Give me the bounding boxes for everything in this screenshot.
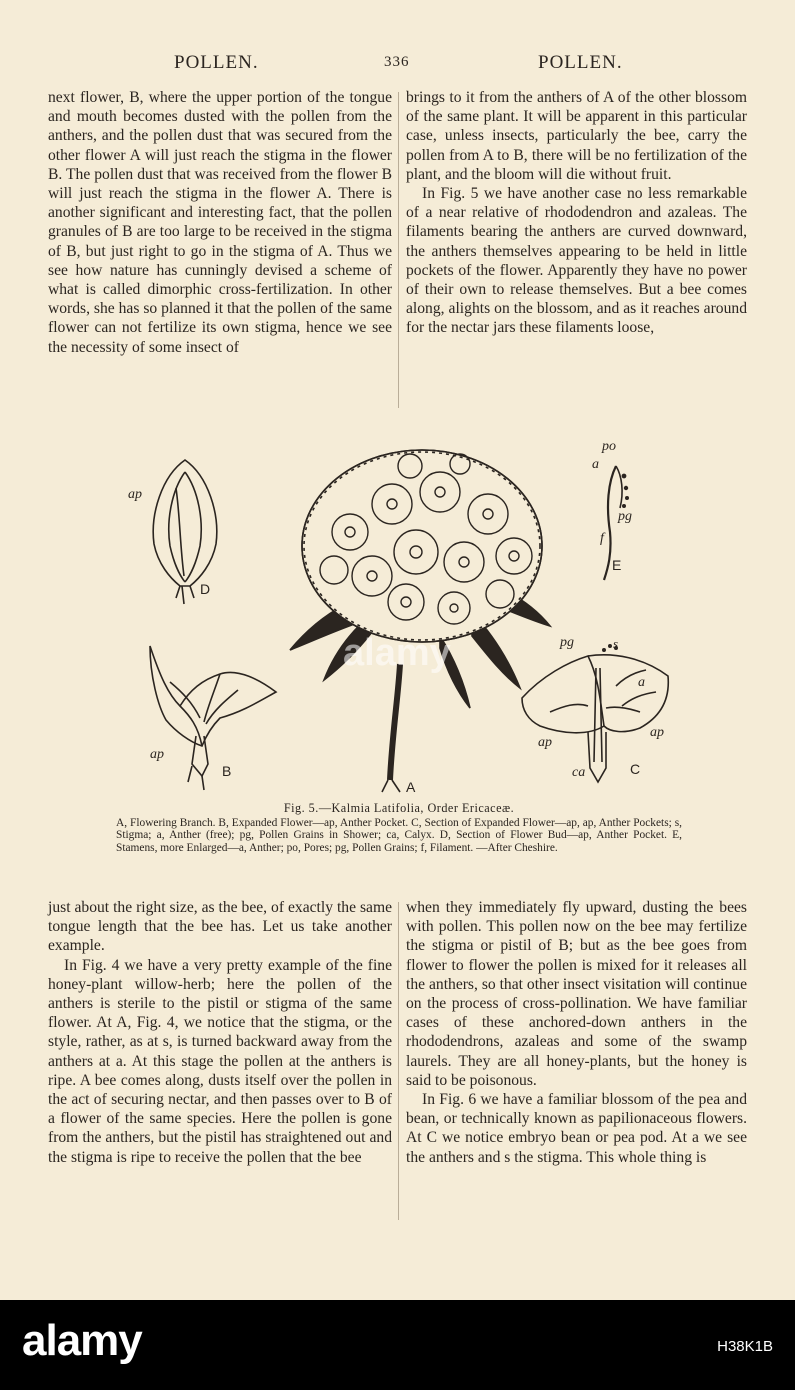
label-b: B (222, 763, 232, 779)
paragraph: In Fig. 4 we have a very pretty example of the fine honey-plant willow-herb; here the pollen of the anthers is sterile to the pistil or stigma of the same flower. At A, Fig. 4, we notice that the stigma, or the style, rather, as at s, is turned backward away from the anthers at a. At this stage the pollen at the anthers is ripe. A bee comes along, dusts itself over the pollen in the act of securing nectar, and then passes over to B of a flower of the same species. Here the pollen is gone from the anthers, but the pistil has straightened out and the stigma is ripe to receive the pollen that the bee (48, 956, 392, 1166)
label-ap-d: ap (128, 487, 142, 502)
flowering-branch-drawing (290, 450, 550, 792)
paragraph: next flower, B, where the upper portion of the tongue and mouth becomes dusted with the pollen from the anthers, and the pollen dust that was secured from the other flower A will just reach the stigma in the flower B. The pollen dust that was received from the flower B will just reach the stigma in the flower A. There is another significant and interesting fact, that the pollen granules of B are too large to be received in the stigma of B, but just right to go in the stigma of A. Thus we see how nature has cunningly devised a scheme of what is called dimorphic cross-fertilization. In other words, she has so planned it that the pollen of the same flower can not fertilize its own stigma, hence we see the necessity of some insect of (48, 89, 392, 356)
label-ap-b: ap (150, 747, 164, 762)
botanical-figure (110, 436, 700, 796)
expanded-flower-drawing (150, 646, 276, 790)
alamy-logo: alamy (22, 1316, 142, 1365)
bottom-right-column (406, 898, 747, 1167)
label-po: po (602, 439, 616, 454)
top-right-column (406, 88, 747, 338)
label-a: A (406, 779, 416, 795)
paragraph: when they immediately fly upward, dusting the bees with pollen. This pollen now on the bee may fertilize the stigma or pistil of B; but as the bee goes from flower to flower the pollen is mixed for it releases all the anthers, so that other insect visitation will continue on the process of cross-pollination. We have familiar cases of these anchored-down anthers in the rhododendrons, azaleas and some of the swamp laurels. They are all honey-plants, but the honey is said to be poisonous. (406, 899, 747, 1089)
watermark: alamy (343, 632, 451, 674)
label-e: E (612, 557, 622, 573)
label-ap-c-right: ap (650, 725, 664, 740)
image-id: H38K1B (717, 1338, 773, 1355)
label-c: C (630, 761, 641, 777)
label-s: s (613, 636, 619, 651)
column-divider (398, 902, 399, 1220)
column-divider (398, 92, 399, 408)
kalmia-illustration (110, 436, 700, 796)
header-left-title: POLLEN. (174, 52, 259, 73)
figure-caption (116, 802, 682, 854)
label-d: D (200, 581, 211, 597)
label-pg-e: pg (618, 509, 632, 524)
bottom-left-column (48, 898, 392, 1167)
paragraph: just about the right size, as the bee, of exactly the same tongue length that the bee has. Let us take another example. (48, 899, 392, 955)
header-right-title: POLLEN. (538, 52, 623, 73)
caption-title: Fig. 5.—Kalmia Latifolia, Order Ericaceæ. (283, 801, 515, 815)
label-pg-c: pg (560, 635, 574, 650)
label-ap-c-left: ap (538, 735, 552, 750)
label-a-e: a (592, 457, 599, 472)
paragraph: In Fig. 6 we have a familiar blossom of the pea and bean, or technically known as papilionaceous flowers. At C we notice embryo bean or pea pod. At a we see the anthers and s the stigma. This whole thing is (406, 1091, 747, 1166)
running-header (0, 52, 795, 82)
caption-body: A, Flowering Branch. B, Expanded Flower—ap, Anther Pocket. C, Section of Expanded Flower—ap, ap, Anther Pockets; s, Stigma; a, Anther (free); pg, Pollen Grains in Shower; ca, Calyx. D, Section of Flower Bud—ap, Anther Pocket. E, Stamens, more Enlarged—a, Anther; po, Pores; pg, Pollen Grains; f, Filament. —After Cheshire. (116, 816, 682, 854)
label-f: f (600, 531, 604, 546)
label-a-c: a (638, 675, 645, 690)
label-ca: ca (572, 765, 586, 780)
paragraph: brings to it from the anthers of A of the other blossom of the same plant. It will be apparent in this particular case, unless insects, particularly the bee, carry the pollen from A to B, there will be no fertilization of the plant, and the bloom will die without fruit. (406, 89, 747, 183)
paragraph: In Fig. 5 we have another case no less remarkable of a near relative of rhododendron and azaleas. The filaments bearing the anthers are curved downward, the anthers themselves appearing to be held in little pockets of the flower. Apparently they have no power of their own to release themselves. But a bee comes along, alights on the blossom, and as it reaches around for the nectar jars these filaments loose, (406, 185, 747, 337)
page-number: 336 (384, 54, 410, 70)
section-expanded-flower-drawing (522, 645, 668, 782)
top-left-column (48, 88, 392, 357)
